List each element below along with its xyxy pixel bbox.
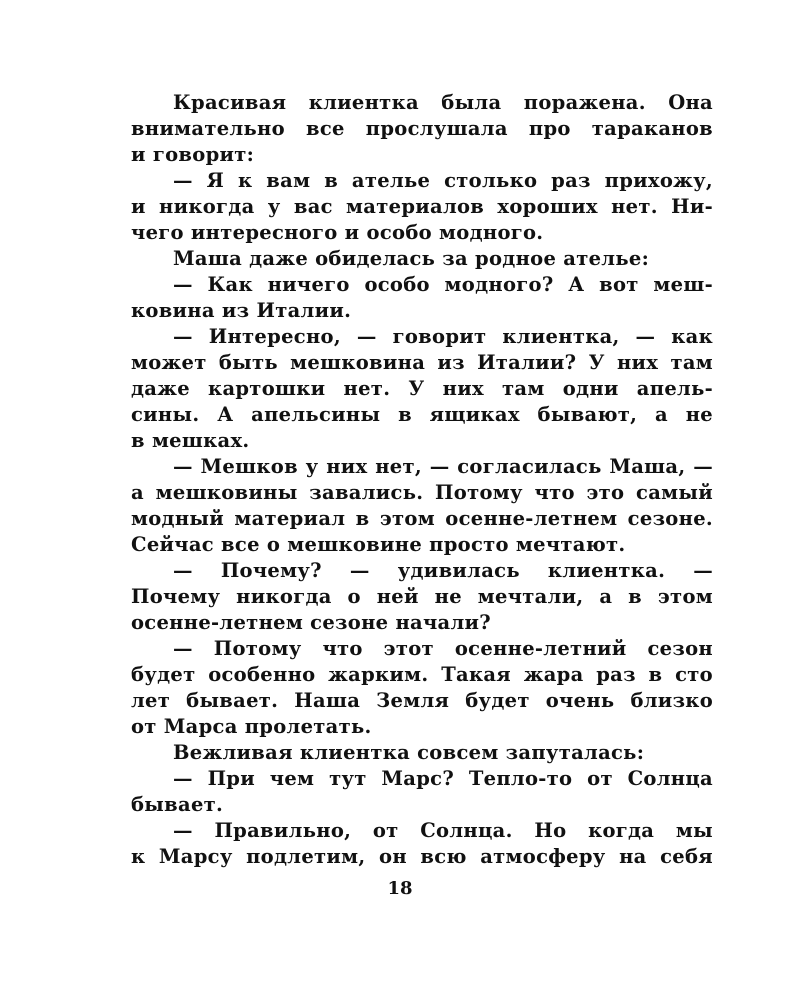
text-line: модный материал в этом осенне-летнем сезоне. (131, 507, 713, 530)
text-line: даже картошки нет. У них там одни апель- (131, 377, 713, 400)
page-body-text (131, 90, 713, 870)
text-line: от Марса пролетать. (131, 715, 372, 738)
text-line: будет особенно жарким. Такая жара раз в сто (131, 663, 713, 686)
text-line: лет бывает. Наша Земля будет очень близко (131, 689, 713, 712)
text-line: а мешковины завались. Потому что это самый (131, 481, 713, 504)
text-line: — Как ничего особо модного? А вот меш- (173, 273, 713, 296)
text-line: Почему никогда о ней не мечтали, а в этом (131, 585, 713, 608)
text-line: в мешках. (131, 429, 250, 452)
text-line: и говорит: (131, 143, 255, 166)
text-line: внимательно все прослушала про тараканов (131, 117, 713, 140)
text-line: сины. А апельсины в ящиках бывают, а не (131, 403, 713, 426)
text-line: осенне-летнем сезоне начали? (131, 611, 492, 634)
text-line: бывает. (131, 793, 224, 816)
text-line: — Потому что этот осенне-летний сезон (173, 637, 713, 660)
text-line: — Я к вам в ателье столько раз прихожу, (173, 169, 713, 192)
text-line: ковина из Италии. (131, 299, 352, 322)
text-line: чего интересного и особо модного. (131, 221, 544, 244)
text-line: — Почему? — удивилась клиентка. — (173, 559, 713, 582)
text-line: Сейчас все о мешковине просто мечтают. (131, 533, 626, 556)
text-line: Вежливая клиентка совсем запуталась: (173, 741, 645, 764)
text-line: Красивая клиентка была поражена. Она (173, 91, 713, 114)
text-line: — При чем тут Марс? Тепло-то от Солнца (173, 767, 713, 790)
text-line: может быть мешковина из Италии? У них там (131, 351, 713, 374)
page-number: 18 (387, 878, 413, 899)
text-line: к Марсу подлетим, он всю атмосферу на себя (131, 845, 713, 868)
text-line: — Интересно, — говорит клиентка, — как (173, 325, 713, 348)
text-line: Маша даже обиделась за родное ателье: (173, 247, 650, 270)
text-line: — Мешков у них нет, — согласилась Маша, — (173, 455, 713, 478)
text-line: — Правильно, от Солнца. Но когда мы (173, 819, 713, 842)
text-line: и никогда у вас материалов хороших нет. Ни- (131, 195, 713, 218)
